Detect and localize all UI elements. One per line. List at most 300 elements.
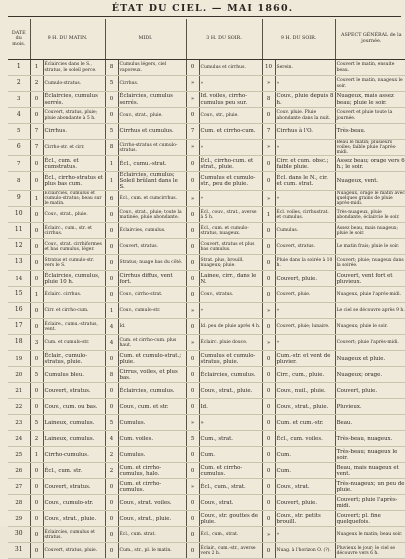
- sky-9h-matin: Couv., cumulo-str.: [43, 495, 105, 511]
- num-midi: 0: [105, 495, 118, 511]
- sky-9h-matin: Éclaire., cumu.-stratus, vent.: [43, 319, 105, 335]
- num-9h-soir: »: [262, 527, 275, 543]
- num-midi: 0: [105, 223, 118, 239]
- table-row: [8, 223, 405, 239]
- num-midi: 0: [105, 351, 118, 367]
- sky-3h-soir: Couv., stratus.: [199, 287, 262, 303]
- num-3h-soir: »: [186, 191, 199, 207]
- num-9h-soir: 0: [262, 351, 275, 367]
- num-9h-soir: 0: [262, 495, 275, 511]
- num-midi: 5: [105, 124, 118, 140]
- num-9h-soir: 0: [262, 172, 275, 191]
- num-3h-soir: 5: [186, 431, 199, 447]
- sky-9h-soir: »: [275, 335, 335, 351]
- sky-midi: Cirrhus.: [118, 76, 186, 92]
- sky-9h-matin: Cirrhus.: [43, 124, 105, 140]
- sky-midi: Éclaircies, cumulus.: [118, 383, 186, 399]
- num-3h-soir: 0: [186, 319, 199, 335]
- sky-3h-soir: Écl., cum., strat.: [199, 479, 262, 495]
- num-9h-soir: 0: [262, 156, 275, 172]
- num-midi: 4: [105, 335, 118, 351]
- day: 29: [8, 511, 30, 527]
- num-midi: 0: [105, 271, 118, 287]
- day: 14: [8, 271, 30, 287]
- day: 24: [8, 431, 30, 447]
- num-9h-soir: 0: [262, 287, 275, 303]
- header-midi: MIDI.: [105, 19, 186, 60]
- sky-9h-matin: Éclair., cumulo-stratus, pluie.: [43, 351, 105, 367]
- sky-midi: Cum. et cumulo-strat.; pluie.: [118, 351, 186, 367]
- sky-9h-soir: »: [275, 76, 335, 92]
- sky-3h-soir: Cum.: [199, 447, 262, 463]
- num-9h-soir: 10: [262, 60, 275, 76]
- aspect-general: Le ciel se découvre après 9 h.: [335, 303, 405, 319]
- day: 1: [8, 60, 30, 76]
- num-3h-soir: »: [186, 92, 199, 108]
- sky-midi: Cum. et cirrho-cumulus.: [118, 479, 186, 495]
- sky-3h-soir: Écl., couv., strat., averse à 5 h.: [199, 207, 262, 223]
- aspect-general: Beau le matin; plusieurs voiles; faible pluie l'après-midi.: [335, 140, 405, 156]
- sky-midi: Cirrhus diffus, vent fort.: [118, 271, 186, 287]
- aspect-general: Assez beau; orage vers 6 h.; le soir.: [335, 156, 405, 172]
- sky-9h-soir: Cirr. et cum. obsc.; faible pluie.: [275, 156, 335, 172]
- table-row: [8, 172, 405, 191]
- aspect-general: Nuageux, pluie l'après-midi.: [335, 287, 405, 303]
- num-9h-matin: 0: [30, 92, 43, 108]
- sky-3h-soir: Lainee, cirr., dans le N.: [199, 271, 262, 287]
- table-row: [8, 156, 405, 172]
- num-3h-soir: 0: [186, 207, 199, 223]
- num-9h-matin: 0: [30, 156, 43, 172]
- sky-midi: Couv., cumulo-str.: [118, 303, 186, 319]
- table-row: [8, 76, 405, 92]
- table-row: [8, 140, 405, 156]
- day: 16: [8, 303, 30, 319]
- sky-3h-soir: Éclair., cum.-str., averse vers 2 h.: [199, 543, 262, 559]
- table-row: [8, 239, 405, 255]
- table-row: [8, 255, 405, 271]
- sky-3h-soir: Couvert, stratus et plus bas cumulus.: [199, 239, 262, 255]
- day: 8: [8, 172, 30, 191]
- aspect-general: Couvert; pl. fine quelquefois.: [335, 511, 405, 527]
- sky-3h-soir: Id.: [199, 399, 262, 415]
- table-row: [8, 463, 405, 479]
- num-9h-matin: 0: [30, 207, 43, 223]
- sky-3h-soir: »: [199, 415, 262, 431]
- aspect-general: Nuageux; pluie le soir.: [335, 319, 405, 335]
- sky-9h-soir: Cumulus.: [275, 223, 335, 239]
- num-midi: 8: [105, 60, 118, 76]
- num-9h-matin: 0: [30, 108, 43, 124]
- num-9h-matin: 1: [30, 191, 43, 207]
- num-midi: 4: [105, 431, 118, 447]
- day: 31: [8, 543, 30, 559]
- sky-9h-soir: Couvert, pluie.: [275, 495, 335, 511]
- sky-midi: Stratus; nuage bas du côté.: [118, 255, 186, 271]
- num-3h-soir: 0: [186, 511, 199, 527]
- day: 21: [8, 383, 30, 399]
- num-3h-soir: 0: [186, 447, 199, 463]
- aspect-general: Nuageux le matin; beau soir.: [335, 527, 405, 543]
- sky-3h-soir: Cumulus et cumulo-stratus, pluie.: [199, 351, 262, 367]
- aspect-general: Couvert; pluie l'après-midi.: [335, 495, 405, 511]
- num-9h-soir: 7: [262, 124, 275, 140]
- sky-3h-soir: Couv., str. gouttes de pluie.: [199, 511, 262, 527]
- sky-3h-soir: Cumulus et cumulo-str., peu de pluie.: [199, 172, 262, 191]
- sky-9h-soir: »: [275, 527, 335, 543]
- num-9h-soir: 0: [262, 319, 275, 335]
- num-3h-soir: 0: [186, 543, 199, 559]
- sky-9h-soir: Écl., cum. voiles.: [275, 431, 335, 447]
- table-row: [8, 399, 405, 415]
- num-9h-soir: 0: [262, 463, 275, 479]
- num-9h-matin: 5: [30, 367, 43, 383]
- num-9h-soir: 0: [262, 479, 275, 495]
- header-date: DATE du mois.: [8, 19, 30, 60]
- page-title: ÉTAT DU CIEL. — MAI 1860.: [111, 3, 294, 14]
- num-9h-soir: 0: [262, 447, 275, 463]
- day: 23: [8, 415, 30, 431]
- table-row: [8, 479, 405, 495]
- sky-9h-soir: Couv., nuil., pluie.: [275, 383, 335, 399]
- sky-9h-soir: Serein.: [275, 60, 335, 76]
- num-midi: 0: [105, 383, 118, 399]
- num-9h-soir: 0: [262, 239, 275, 255]
- aspect-general: Très-beau.: [335, 124, 405, 140]
- day: 6: [8, 140, 30, 156]
- table-row: [8, 303, 405, 319]
- day: 7: [8, 156, 30, 172]
- day: 11: [8, 223, 30, 239]
- sky-9h-soir: Couv., pluie depuis 8 h.: [276, 93, 334, 106]
- sky-9h-soir: Couvert, pluie.: [275, 271, 335, 287]
- num-9h-soir: 8: [262, 92, 275, 108]
- header-9h-matin: 9 H. DU MATIN.: [30, 19, 105, 60]
- table-row: [8, 92, 405, 108]
- sky-3h-soir: Id. voiles, cirrho-cumulus peu sur.: [199, 92, 262, 108]
- sky-3h-soir: Écl., cirrho-cum. et strat., pluie.: [199, 156, 262, 172]
- num-9h-soir: »: [262, 76, 275, 92]
- day: 10: [8, 207, 30, 223]
- num-9h-matin: 0: [30, 463, 43, 479]
- table-row: [8, 495, 405, 511]
- table-row: [8, 431, 405, 447]
- aspect-general: Le matin frais; pluie le soir.: [335, 239, 405, 255]
- sky-3h-soir: Éclaircies, cumulus.: [199, 367, 262, 383]
- sky-midi: Couv., cirrho-strat.: [118, 287, 186, 303]
- day: 15: [8, 287, 30, 303]
- sky-9h-soir: Cirrhus à l'O.: [275, 124, 335, 140]
- table-row: [8, 527, 405, 543]
- sky-3h-soir: »: [199, 76, 262, 92]
- num-9h-soir: 0: [262, 431, 275, 447]
- aspect-general: Beau, mais nuageux et vent.: [335, 463, 405, 479]
- aspect-general: Pluvieux le jour; le ciel se découvre vers 6 h.: [335, 543, 405, 559]
- sky-3h-soir: Strat. plus, brouill. nuageux; pluie.: [199, 255, 262, 271]
- num-9h-matin: 0: [30, 543, 43, 559]
- sky-9h-matin: Éclaircies, cumulus et cumulo-stratus; beau sur le matin.: [43, 191, 105, 207]
- sky-9h-matin: Éclaircies, cumulus, pluie 10 h.: [43, 271, 105, 287]
- sky-3h-soir: Écl., cum. et cumulo-stratus, nuageux.: [199, 223, 262, 239]
- num-3h-soir: 0: [186, 255, 199, 271]
- sky-9h-matin: Éclaircies, cumulus serrés.: [43, 92, 105, 108]
- sky-3h-soir: Cum. et cirrho-cumulus.: [199, 463, 262, 479]
- aspect-general: Beau.: [335, 415, 405, 431]
- sky-9h-soir: Couvert, pluie; lunaire.: [275, 319, 335, 335]
- aspect-general: Couvert; pluie; nuageux dans la soirée.: [335, 255, 405, 271]
- sky-9h-soir: Couv., strat.: [275, 479, 335, 495]
- sky-3h-soir: Couv., strat., pluie.: [199, 383, 262, 399]
- header-aspect: ASPECT GÉNÉRAL de la journée.: [335, 19, 405, 60]
- aspect-general: Assez beau, mais nuageux; pluie le soir.: [335, 223, 405, 239]
- sky-9h-matin: Couvert, stratus, pluie; pluie abondante à 5 h.: [43, 108, 105, 124]
- num-3h-soir: 0: [186, 527, 199, 543]
- sky-9h-matin: Laineux, cumulus.: [43, 431, 105, 447]
- num-9h-soir: 0: [262, 511, 275, 527]
- table-row: [8, 383, 405, 399]
- sky-midi: Écl., cum. et cumcirrhus.: [118, 191, 186, 207]
- table-row: [8, 415, 405, 431]
- num-3h-soir: »: [186, 335, 199, 351]
- num-3h-soir: 0: [186, 172, 199, 191]
- sky-midi: Couvert, stratus.: [118, 239, 186, 255]
- num-3h-soir: 0: [186, 156, 199, 172]
- num-midi: 1: [105, 303, 118, 319]
- table-header: [8, 19, 405, 60]
- sky-9h-soir: Pluie dans la soirée à 10 h.: [275, 255, 335, 271]
- table-body: [8, 60, 405, 559]
- num-midi: 0: [105, 511, 118, 527]
- sky-9h-soir: Couv. pluie. Pluie abondante dans la nuit.: [275, 108, 335, 124]
- sky-9h-matin: Cum. et cumulo-str.: [43, 335, 105, 351]
- num-3h-soir: »: [186, 415, 199, 431]
- day: 13: [8, 255, 30, 271]
- num-midi: 2: [105, 447, 118, 463]
- num-9h-matin: 1: [30, 447, 43, 463]
- sky-midi: Cirrhus et cumulus.: [118, 124, 186, 140]
- sky-9h-soir: Cirr., cum., pluie.: [275, 367, 335, 383]
- sky-3h-soir: Cum. et cirrho-cum.: [199, 124, 262, 140]
- sky-midi: Éclaircies, cumulus; Soleil brûlant dans le S.: [118, 172, 186, 191]
- num-midi: 5: [105, 415, 118, 431]
- num-midi: 5: [105, 76, 118, 92]
- sky-9h-soir: Écl. dans le N., cir. et cum. strat.: [275, 172, 335, 191]
- num-midi: 8: [105, 140, 118, 156]
- day: 9: [8, 191, 30, 207]
- num-9h-soir: 0: [262, 367, 275, 383]
- num-9h-matin: 2: [30, 431, 43, 447]
- sky-9h-matin: Laineux, cumulus.: [43, 415, 105, 431]
- day: 2: [8, 76, 30, 92]
- sky-midi: Éclaircies, cumulus serrés.: [118, 92, 186, 108]
- num-9h-matin: 0: [30, 479, 43, 495]
- sky-midi: Cumulus légers, ciel vaporeux.: [118, 60, 186, 76]
- day: 27: [8, 479, 30, 495]
- num-9h-matin: 0: [30, 255, 43, 271]
- sky-3h-soir: Écl., cum., strat.: [199, 527, 262, 543]
- num-9h-matin: 0: [30, 319, 43, 335]
- aspect-general: Très-nuageux, pluie abondante, éclaircie le soir.: [335, 207, 405, 223]
- sky-midi: Couv., strat. voiles.: [118, 495, 186, 511]
- sky-midi: Cirrus, voiles, et plus bas.: [118, 367, 186, 383]
- sky-9h-soir: »: [275, 140, 335, 156]
- sky-midi: Couv., cum. et str.: [118, 399, 186, 415]
- sky-midi: Cirrho-stratus et cumulo-stratus.: [118, 140, 186, 156]
- table-row: [8, 335, 405, 351]
- num-9h-matin: 2: [30, 76, 43, 92]
- sky-9h-matin: Éclaircies, cumulus et stratus.: [43, 527, 105, 543]
- num-9h-matin: 0: [30, 527, 43, 543]
- num-3h-soir: 0: [186, 495, 199, 511]
- table-row: [8, 319, 405, 335]
- num-9h-matin: 0: [30, 223, 43, 239]
- sky-midi: Couv., strat., pluie.: [118, 108, 186, 124]
- sky-9h-matin: Couv., strat. cirrhiformes et bas cumulus, léger.: [43, 239, 105, 255]
- num-midi: 6: [105, 191, 118, 207]
- num-midi: 4: [105, 319, 118, 335]
- day: 17: [8, 319, 30, 335]
- sky-9h-soir: Couv., str. petits brouill.: [275, 511, 335, 527]
- num-3h-soir: 0: [186, 383, 199, 399]
- sky-3h-soir: Éclairc. pluie douce.: [199, 335, 262, 351]
- num-9h-soir: »: [262, 140, 275, 156]
- num-midi: 0: [105, 108, 118, 124]
- sky-midi: Écl., cum. strat.: [118, 527, 186, 543]
- header-9h-soir: 9 H. DU SOIR.: [262, 19, 335, 60]
- sky-9h-matin: Cumulus bleu.: [43, 367, 105, 383]
- num-midi: 0: [105, 287, 118, 303]
- num-midi: 0: [105, 543, 118, 559]
- num-9h-matin: 7: [30, 124, 43, 140]
- day: 19: [8, 351, 30, 367]
- sky-9h-matin: Cirrho-str. et cirr.: [43, 140, 105, 156]
- num-3h-soir: 0: [186, 399, 199, 415]
- day: 20: [8, 367, 30, 383]
- num-9h-soir: 0: [262, 108, 275, 124]
- sky-9h-matin: Cirr. et cirrho-cum.: [43, 303, 105, 319]
- sky-3h-soir: »: [199, 191, 262, 207]
- table-row: [8, 367, 405, 383]
- num-9h-soir: »: [262, 303, 275, 319]
- sky-midi: Cum., str., pl. le matin.: [118, 543, 186, 559]
- sky-9h-soir: Couv., strat., pluie.: [275, 399, 335, 415]
- num-3h-soir: »: [186, 140, 199, 156]
- sky-3h-soir: Cumulus et cirrhus.: [199, 60, 262, 76]
- table-row: [8, 511, 405, 527]
- num-9h-soir: »: [262, 335, 275, 351]
- sky-3h-soir: »: [199, 303, 262, 319]
- aspect-general: Couvert, pluie.: [335, 383, 405, 399]
- header-3h-soir: 3 H. DU SOIR.: [186, 19, 262, 60]
- table-row: [8, 108, 405, 124]
- day: 18: [8, 335, 30, 351]
- table-row: [8, 124, 405, 140]
- num-3h-soir: 0: [186, 287, 199, 303]
- day: 3: [8, 92, 30, 108]
- num-3h-soir: 0: [186, 367, 199, 383]
- sky-9h-matin: Cumulo-stratus.: [43, 76, 105, 92]
- sky-9h-matin: Couvert, stratus.: [43, 383, 105, 399]
- day: 30: [8, 527, 30, 543]
- num-9h-matin: 0: [30, 399, 43, 415]
- table-row: [8, 287, 405, 303]
- day: 28: [8, 495, 30, 511]
- num-midi: 0: [105, 527, 118, 543]
- num-9h-matin: 5: [30, 415, 43, 431]
- sky-9h-matin: Éclairc., cum., str. et cirrhus.: [43, 223, 105, 239]
- num-3h-soir: 0: [186, 223, 199, 239]
- sky-midi: Cum. voiles.: [118, 431, 186, 447]
- sky-9h-matin: Écl., cirrho-stratus et plus bas cum.: [43, 172, 105, 191]
- aspect-general: Couvert; pluie l'après-midi.: [335, 335, 405, 351]
- num-3h-soir: »: [186, 76, 199, 92]
- aspect-general: Nuageux, vent.: [335, 172, 405, 191]
- aspect-general: Nuageux, orage le matin avec quelques grains de pluie après-midi.: [335, 191, 405, 207]
- sky-9h-soir: Écl. voiles, cirrhustrat. et cumulus.: [275, 207, 335, 223]
- sky-9h-matin: Éclaircies dans le S., stratus, le soleil perce.: [43, 60, 105, 76]
- table-row: [8, 60, 405, 76]
- sky-midi: Écl., cumu.-strat.: [118, 156, 186, 172]
- day: 12: [8, 239, 30, 255]
- sky-midi: Cum. et cirrho-cum. plus haut.: [118, 335, 186, 351]
- sky-midi: Couv., strat., pluie.: [118, 511, 186, 527]
- num-9h-soir: 0: [262, 399, 275, 415]
- num-9h-soir: 0: [262, 383, 275, 399]
- num-9h-soir: 0: [262, 223, 275, 239]
- sky-midi: Cumulus.: [118, 447, 186, 463]
- aspect-general: Très-nuageux; un peu de pluie.: [335, 479, 405, 495]
- aspect-general: Couvert le matin, nuageux le soir.: [335, 76, 405, 92]
- sky-3h-soir: Cum., strat.: [199, 431, 262, 447]
- num-3h-soir: 0: [186, 351, 199, 367]
- sky-9h-matin: Couv., strat., pluie.: [43, 207, 105, 223]
- day: 5: [8, 124, 30, 140]
- sky-9h-matin: Couv., cum. ou bas.: [43, 399, 105, 415]
- num-9h-matin: 0: [30, 351, 43, 367]
- sky-3h-soir: Couv., strat.: [199, 495, 262, 511]
- num-3h-soir: 0: [186, 271, 199, 287]
- sky-9h-soir: Couvert, stratus.: [275, 239, 335, 255]
- num-3h-soir: 0: [186, 239, 199, 255]
- num-midi: 1: [105, 172, 118, 191]
- table-row: [8, 207, 405, 223]
- sky-9h-soir: Couvert, pluie.: [275, 287, 335, 303]
- num-midi: 0: [105, 239, 118, 255]
- day: 26: [8, 463, 30, 479]
- sky-midi: Id.: [118, 319, 186, 335]
- sky-9h-matin: Cirrho-cumulus.: [43, 447, 105, 463]
- sky-9h-matin: Couv., strat., pluie.: [43, 511, 105, 527]
- sky-midi: Éclaircies, cumulus.: [118, 223, 186, 239]
- aspect-general: Couvert le matin, ensuite beau.: [335, 60, 405, 76]
- sky-3h-soir: »: [199, 140, 262, 156]
- sky-9h-soir: Cum.-str. et vent de pluvier.: [275, 351, 335, 367]
- num-3h-soir: 0: [186, 60, 199, 76]
- aspect-general: Nuageux et pluie.: [335, 351, 405, 367]
- sky-9h-soir: Cum.: [275, 463, 335, 479]
- table-row: [8, 191, 405, 207]
- num-9h-matin: 0: [30, 172, 43, 191]
- day: 4: [8, 108, 30, 124]
- sky-9h-soir: Cum.: [275, 447, 335, 463]
- sky-9h-soir: »: [275, 303, 335, 319]
- table-row: [8, 447, 405, 463]
- sky-midi: Cumulus.: [118, 415, 186, 431]
- num-9h-soir: 0: [262, 543, 275, 559]
- num-9h-matin: 3: [30, 335, 43, 351]
- num-3h-soir: 0: [186, 108, 199, 124]
- num-9h-matin: 0: [30, 383, 43, 399]
